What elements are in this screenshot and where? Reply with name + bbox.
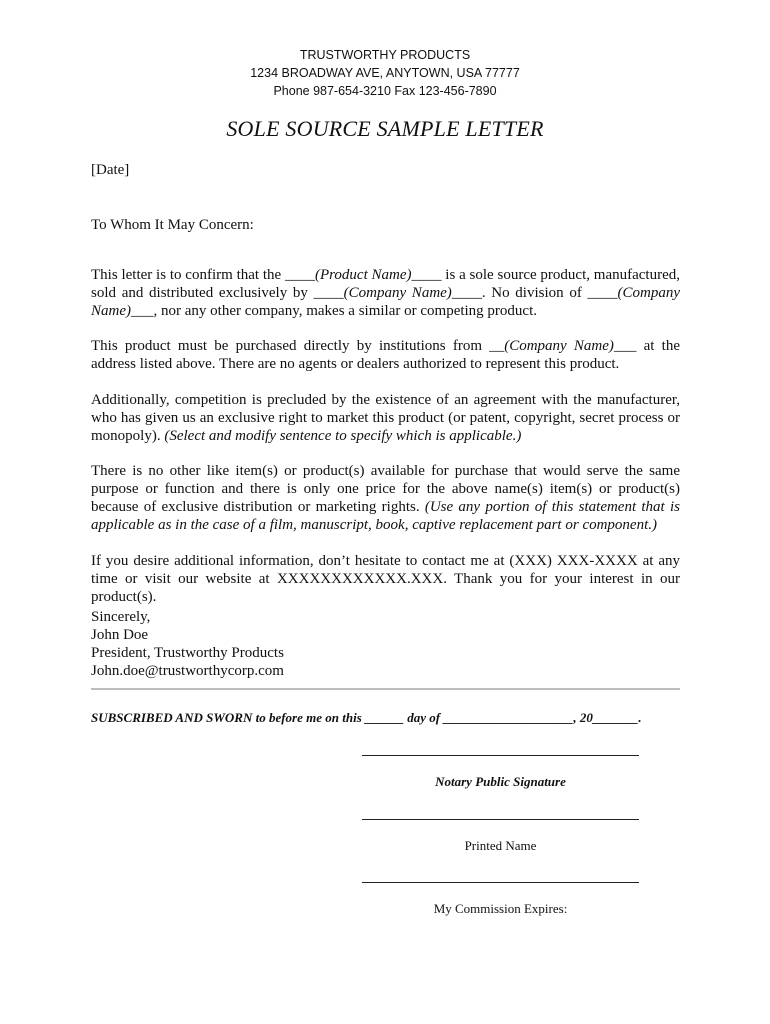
company-name-placeholder: (Company Name) xyxy=(91,285,681,319)
sworn-statement: SUBSCRIBED AND SWORN to before me on this ______ day of ____________________, 20_______. xyxy=(91,710,642,725)
company-name-placeholder: (Company Name) xyxy=(343,285,452,301)
salutation: To Whom It May Concern: xyxy=(91,217,254,233)
printed-name-label: Printed Name xyxy=(464,838,537,853)
company-address: 1234 BROADWAY AVE, ANYTOWN, USA 77777 xyxy=(250,66,520,80)
date-placeholder: [Date] xyxy=(91,162,130,178)
paragraph-text: This letter is to confirm that the ____ xyxy=(91,267,315,283)
product-name-placeholder: (Product Name) xyxy=(314,267,412,283)
commission-expires-label: My Commission Expires: xyxy=(433,901,568,916)
notary-signature-label: Notary Public Signature xyxy=(435,774,566,789)
printed-name-line xyxy=(362,819,639,820)
signer-email: John.doe@trustworthycorp.com xyxy=(91,663,284,679)
closing: Sincerely, xyxy=(91,609,151,625)
section-divider xyxy=(91,688,680,690)
paragraph-text: Additionally, competition is precluded by the existence of an agreement with the manufacturer, who has given us an exclusive right to market this product (or patent, copyright, secret process or monopoly). xyxy=(91,392,680,444)
signoff-block xyxy=(91,608,680,680)
paragraph-purchase xyxy=(91,337,680,373)
paragraph-confirmation xyxy=(91,266,680,320)
paragraph-text: ___, nor any other company, makes a similar or competing product. xyxy=(131,303,538,319)
paragraph-text: ____. No division of ____ xyxy=(451,285,618,301)
company-name-placeholder: (Company Name) xyxy=(504,338,614,354)
paragraph-text: There is no other like item(s) or product(s) available for purchase that would serve the same purpose or function and there is only one price for the above name(s) item(s) or product(s) because of exclusive distribution or marketing rights. xyxy=(91,463,680,515)
paragraph-text: This product must be purchased directly by institutions from __ xyxy=(91,338,505,354)
letter-title: SOLE SOURCE SAMPLE LETTER xyxy=(226,116,544,141)
signer-name: John Doe xyxy=(91,627,149,643)
paragraph-text: ____ is a sole source product, manufactured, sold and distributed exclusively by ____ xyxy=(91,267,680,301)
paragraph-contact: If you desire additional information, don’t hesitate to contact me at (XXX) XXX-XXXX at any time or visit our website at XXXXXXXXXXXX.XXX. Thank you for your interest in our product(s). xyxy=(91,553,680,605)
notary-signature-line xyxy=(362,755,639,756)
paragraph-text: ___ at the address listed above. There are no agents or dealers authorized to represent this product. xyxy=(91,338,681,372)
instruction-note: (Select and modify sentence to specify which is applicable.) xyxy=(164,428,522,444)
company-phone-fax: Phone 987-654-3210 Fax 123-456-7890 xyxy=(273,84,497,98)
signer-position: President, Trustworthy Products xyxy=(91,645,284,661)
letterhead xyxy=(0,46,770,100)
commission-line xyxy=(362,882,639,883)
paragraph-competition xyxy=(91,391,680,445)
paragraph-no-alternative xyxy=(91,462,680,534)
company-name: TRUSTWORTHY PRODUCTS xyxy=(299,48,471,62)
instruction-note: (Use any portion of this statement that is applicable as in the case of a film, manuscript, book, captive replacement part or component.) xyxy=(91,499,680,533)
